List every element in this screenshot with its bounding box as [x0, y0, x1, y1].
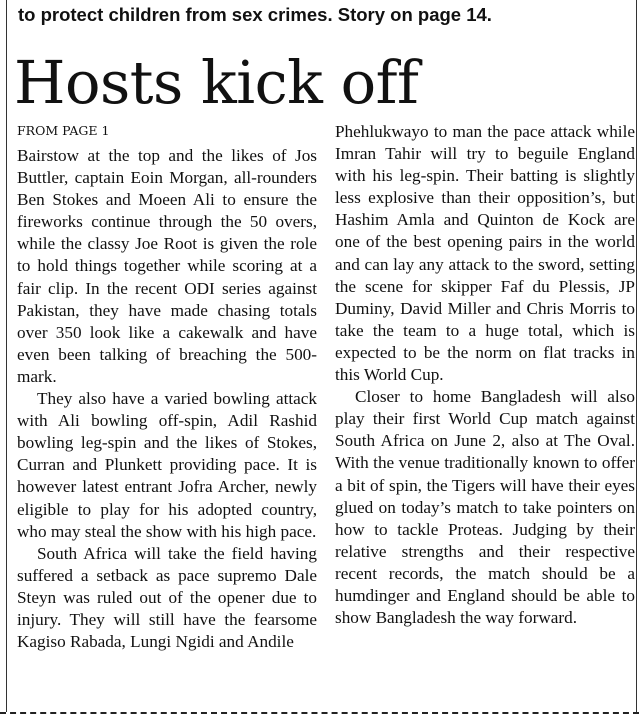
kicker-from-page: FROM PAGE 1: [17, 123, 110, 138]
left-column-rule: [6, 0, 7, 712]
right-column-rule: [636, 0, 637, 712]
article-column-left: [17, 145, 317, 653]
paragraph: South Africa will take the field having suffered a setback as pace supremo Dale Steyn was ruled out of the opener due to injury. They will still have the fearsome Kagiso Rabada, Lungi Ngidi and Andile: [17, 543, 317, 652]
paragraph: Phehlukwayo to man the pace attack while Imran Tahir will try to beguile England with his leg-spin. Their batting is slightly less explosive than their opposition’s, but Hashim Amla and Quinton de Kock are one of the best opening pairs in the world and can lay any attack to the sword, setting the scene for skipper Faf du Plessis, JP Duminy, David Miller and Chris Morris to take the team to a huge total, which is expected to be the norm on flat tracks in this World Cup.: [335, 122, 635, 385]
paragraph: Closer to home Bangladesh will also play their first World Cup match against South Africa on June 2, also at The Oval. With the venue traditionally known to offer a bit of spin, the Tigers will have their eyes glued on today’s match to take pointers on how to tackle Proteas. Judging by their relative strengths and their respective recent records, the match should be a humdinger and England should be able to show Bangladesh the way forward.: [335, 387, 635, 628]
article-column-right: [335, 121, 635, 629]
page-bottom-rule: [0, 712, 639, 714]
paragraph: They also have a varied bowling attack with Ali bowling off-spin, Adil Rashid bowling leg-spin and the likes of Stokes, Curran and Plunkett providing pace. It is however latest entrant Jofra Archer, newly eligible to play for his adopted country, who may steal the show with his high pace.: [17, 389, 317, 541]
teaser-line: to protect children from sex crimes. Story on page 14.: [18, 4, 492, 25]
paragraph: Bairstow at the top and the likes of Jos Buttler, captain Eoin Morgan, all-rounders Ben Stokes and Moeen Ali to ensure the fireworks continue through the 50 overs, while the classy Joe Root is given the role to hold things together while scoring at a fair clip. In the recent ODI series against Pakistan, they have made chasing totals over 350 look like a cakewalk and have even been talking of breaching the 500-mark.: [17, 146, 317, 386]
headline: Hosts kick off: [14, 48, 419, 117]
